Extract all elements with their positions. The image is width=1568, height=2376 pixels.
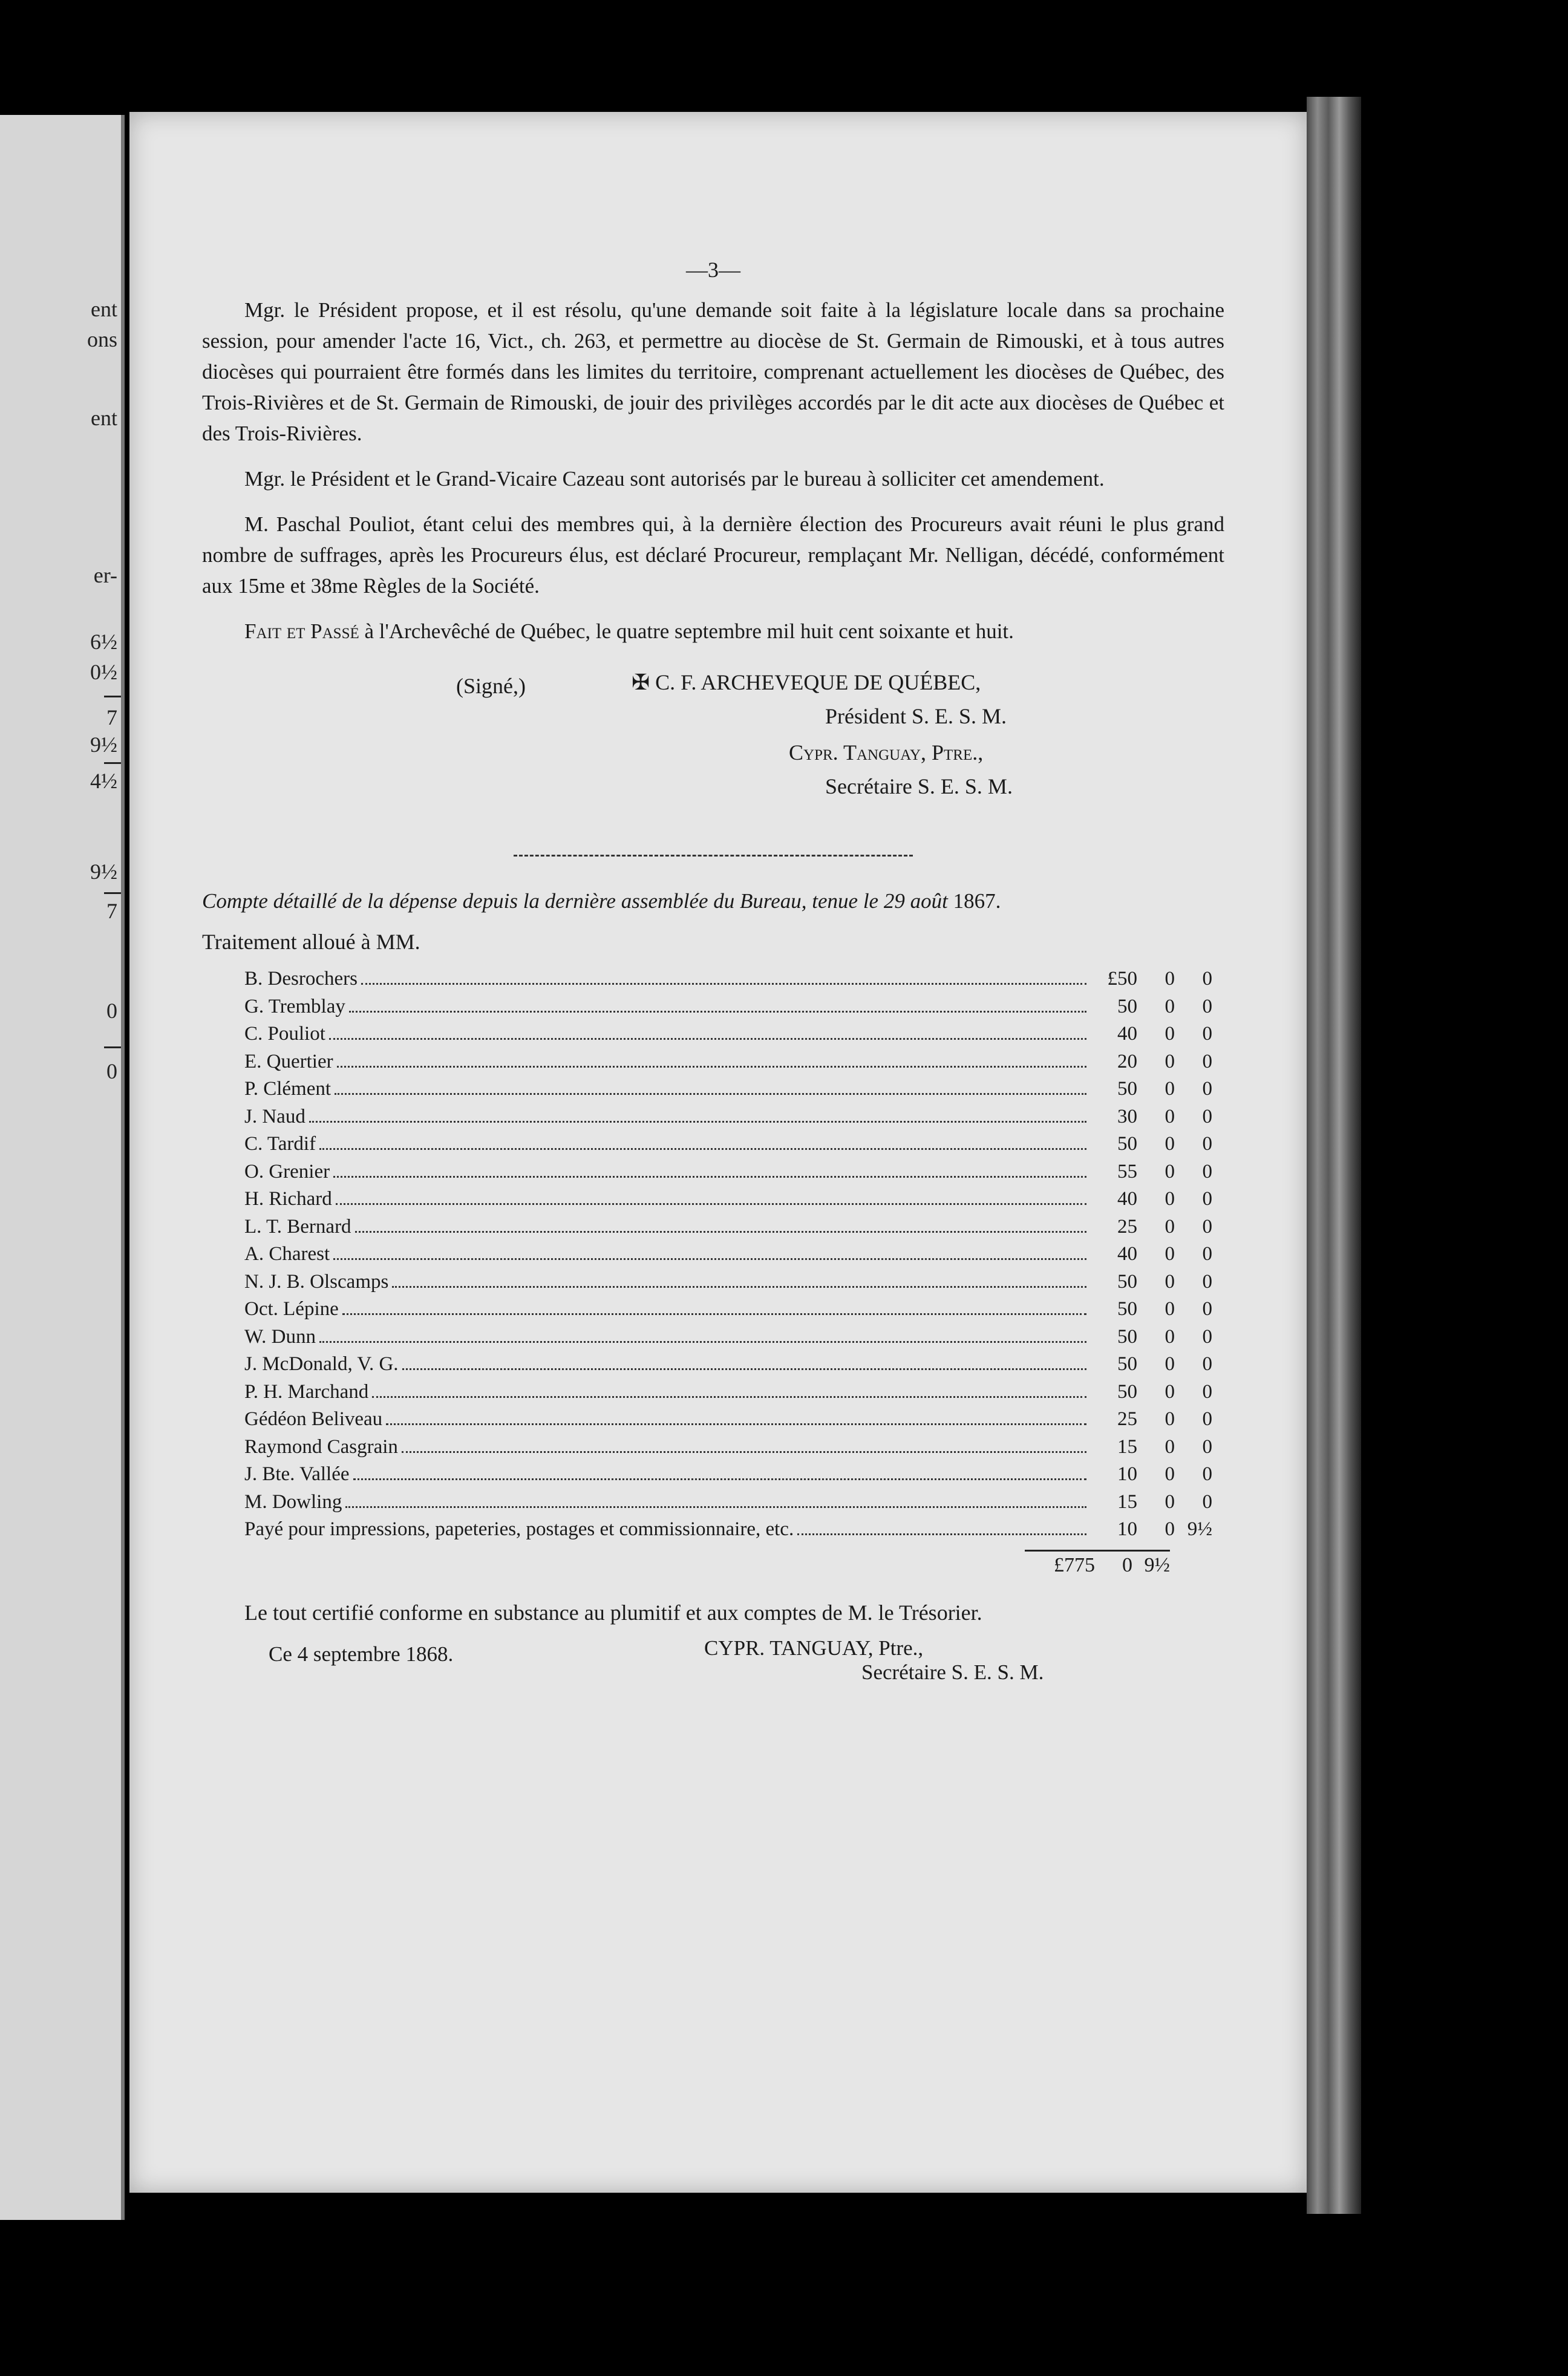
footer-date: Ce 4 septembre 1868. xyxy=(269,1642,454,1666)
ledger-shillings: 0 xyxy=(1165,1105,1175,1128)
ledger-name: Payé pour impressions, papeteries, postages et commissionnaire, etc. xyxy=(244,1518,794,1540)
ledger-name: Raymond Casgrain xyxy=(244,1435,398,1458)
ledger-row xyxy=(244,1326,1212,1354)
ledger-row xyxy=(244,996,1212,1023)
paragraph-procureur: M. Paschal Pouliot, étant celui des membres qui, à la dernière élection des Procureurs avait réuni le plus grand nombre de suffrages, après les Procureurs élus, est déclaré Procureur, remplaçant Mr. Nelligan, décédé, conformément aux 15me et 38me Règles de la Société. xyxy=(202,512,1224,598)
archbishop-signature: ✠ C. F. ARCHEVEQUE DE QUÉBEC, xyxy=(632,670,981,694)
ledger-amount: 25 xyxy=(1117,1408,1137,1430)
ledger-row xyxy=(244,1298,1212,1326)
ledger-shillings: 0 xyxy=(1165,1380,1175,1403)
left-fragment: 7 xyxy=(106,899,117,923)
dot-leader xyxy=(342,1313,1086,1315)
dot-leader xyxy=(319,1341,1086,1343)
dot-leader xyxy=(392,1286,1086,1288)
dot-leader xyxy=(336,1203,1086,1205)
dot-leader xyxy=(402,1451,1086,1453)
ledger-shillings: 0 xyxy=(1165,1215,1175,1238)
decorative-divider xyxy=(514,855,913,857)
ledger-shillings: 0 xyxy=(1165,1325,1175,1348)
dot-leader xyxy=(353,1478,1086,1480)
document-page xyxy=(129,112,1307,2193)
fait-passe: Fait et Passé xyxy=(244,619,359,643)
ledger-shillings: 0 xyxy=(1165,1160,1175,1183)
dot-leader xyxy=(345,1506,1086,1508)
ledger-amount: 25 xyxy=(1117,1215,1137,1238)
left-rule xyxy=(104,1046,121,1048)
ledger-amount: 10 xyxy=(1117,1518,1137,1540)
closing-rest: à l'Archevêché de Québec, le quatre septembre mil huit cent soixante et huit. xyxy=(359,619,1014,643)
ledger-pence: 0 xyxy=(1202,1133,1212,1155)
left-fragment: 4½ xyxy=(90,769,117,793)
ledger-pence: 0 xyxy=(1202,1050,1212,1072)
signe-label: (Signé,) xyxy=(456,674,526,698)
ledger-name: W. Dunn xyxy=(244,1325,316,1348)
dot-leader xyxy=(333,1258,1086,1260)
ledger-shillings: 0 xyxy=(1165,1518,1175,1540)
ledger-pence: 0 xyxy=(1202,1243,1212,1265)
signature-block xyxy=(202,661,1224,812)
ledger-amount: 50 xyxy=(1117,1325,1137,1348)
account-year: 1867. xyxy=(953,889,1001,913)
ledger-pence: 0 xyxy=(1202,1435,1212,1458)
ledger-pence: 0 xyxy=(1202,1325,1212,1348)
ledger-pence: 0 xyxy=(1202,1270,1212,1293)
ledger-name: Oct. Lépine xyxy=(244,1298,339,1320)
ledger-pence: 0 xyxy=(1202,1408,1212,1430)
ledger-name: H. Richard xyxy=(244,1188,332,1210)
footer-secretary-name: CYPR. TANGUAY, Ptre., xyxy=(704,1636,924,1660)
ledger-name: P. Clément xyxy=(244,1078,332,1100)
ledger-table xyxy=(244,968,1212,1546)
ledger-amount: 15 xyxy=(1117,1435,1137,1458)
ledger-amount: 30 xyxy=(1117,1105,1137,1128)
ledger-row xyxy=(244,1518,1212,1546)
ledger-pence: 0 xyxy=(1202,995,1212,1017)
dot-leader xyxy=(402,1368,1086,1370)
ledger-amount: 50 xyxy=(1117,1270,1137,1293)
ledger-shillings: 0 xyxy=(1165,1408,1175,1430)
left-fragment: ent xyxy=(91,297,117,321)
ledger-name: C. Pouliot xyxy=(244,1023,325,1045)
ledger-amount: 55 xyxy=(1117,1160,1137,1183)
ledger-name: J. McDonald, V. G. xyxy=(244,1353,399,1375)
ledger-row xyxy=(244,1408,1212,1436)
ledger-amount: 50 xyxy=(1117,1353,1137,1375)
dot-leader xyxy=(349,1011,1086,1013)
certification-statement: Le tout certifié conforme en substance au plumitif et aux comptes de M. le Trésorier. xyxy=(244,1600,982,1625)
left-fragment: 0 xyxy=(106,999,117,1023)
ledger-amount: 50 xyxy=(1117,1078,1137,1100)
ledger-row xyxy=(244,1243,1212,1271)
ledger-pence: 0 xyxy=(1202,1023,1212,1045)
ledger-amount: 40 xyxy=(1117,1023,1137,1045)
ledger-pence: 9½ xyxy=(1187,1518,1212,1540)
ledger-name: Gédéon Beliveau xyxy=(244,1408,383,1430)
ledger-amount: 40 xyxy=(1117,1243,1137,1265)
ledger-row xyxy=(244,1463,1212,1491)
dot-leader xyxy=(329,1038,1086,1040)
ledger-name: A. Charest xyxy=(244,1243,330,1265)
left-fragment: 7 xyxy=(106,705,117,729)
ledger-row xyxy=(244,1023,1212,1051)
dot-leader xyxy=(335,1093,1086,1095)
left-fragment: 0½ xyxy=(90,660,117,684)
ledger-total xyxy=(1025,1550,1170,1577)
ledger-name: J. Bte. Vallée xyxy=(244,1463,350,1485)
dot-leader xyxy=(355,1231,1086,1233)
secretary-name: Cypr. Tanguay, Ptre., xyxy=(789,740,984,765)
paragraph-closing xyxy=(202,616,1224,647)
ledger-row xyxy=(244,1353,1212,1381)
ledger-shillings: 0 xyxy=(1165,1490,1175,1513)
left-fragment: ons xyxy=(87,327,117,351)
dot-leader xyxy=(797,1533,1086,1535)
ledger-row xyxy=(244,968,1212,996)
ledger-shillings: 0 xyxy=(1165,1353,1175,1375)
left-fragment: er- xyxy=(93,563,117,587)
ledger-pence: 0 xyxy=(1202,1215,1212,1238)
total-pence: 9½ xyxy=(1144,1553,1170,1576)
page-edges xyxy=(1307,97,1361,2214)
page-content xyxy=(202,257,1224,1704)
ledger-name: O. Grenier xyxy=(244,1160,330,1183)
ledger-pence: 0 xyxy=(1202,1298,1212,1320)
ledger-pence: 0 xyxy=(1202,1078,1212,1100)
ledger-pence: 0 xyxy=(1202,1353,1212,1375)
secretary-title: Secrétaire S. E. S. M. xyxy=(825,774,1013,798)
ledger-shillings: 0 xyxy=(1165,1050,1175,1072)
ledger-amount: 50 xyxy=(1117,1380,1137,1403)
total-shillings: 0 xyxy=(1122,1553,1132,1576)
ledger-amount: 50 xyxy=(1117,1298,1137,1320)
ledger-amount: 10 xyxy=(1117,1463,1137,1485)
ledger-pence: 0 xyxy=(1202,1490,1212,1513)
ledger-shillings: 0 xyxy=(1165,1298,1175,1320)
ledger-row xyxy=(244,1436,1212,1464)
ledger-name: G. Tremblay xyxy=(244,995,345,1017)
ledger-row xyxy=(244,1491,1212,1519)
left-rule xyxy=(104,696,121,697)
ledger-shillings: 0 xyxy=(1165,1133,1175,1155)
ledger-amount: 40 xyxy=(1117,1188,1137,1210)
ledger-row xyxy=(244,1188,1212,1216)
ledger-shillings: 0 xyxy=(1165,1243,1175,1265)
ledger-row xyxy=(244,1133,1212,1161)
ledger-name: C. Tardif xyxy=(244,1133,316,1155)
left-page-edge xyxy=(0,115,125,2220)
ledger-amount: 50 xyxy=(1117,1133,1137,1155)
ledger-shillings: 0 xyxy=(1165,1188,1175,1210)
ledger-name: L. T. Bernard xyxy=(244,1215,351,1238)
account-caption xyxy=(202,889,1224,913)
ledger-pence: 0 xyxy=(1202,1188,1212,1210)
ledger-shillings: 0 xyxy=(1165,1023,1175,1045)
president-title: Président S. E. S. M. xyxy=(825,704,1007,728)
ledger-name: E. Quertier xyxy=(244,1050,333,1072)
ledger-row xyxy=(244,1051,1212,1079)
ledger-row xyxy=(244,1381,1212,1409)
left-fragment: 0 xyxy=(106,1059,117,1083)
ledger-name: N. J. B. Olscamps xyxy=(244,1270,389,1293)
left-rule xyxy=(104,892,121,894)
dot-leader xyxy=(309,1121,1086,1123)
ledger-row xyxy=(244,1216,1212,1244)
paragraph-resolution: Mgr. le Président propose, et il est résolu, qu'une demande soit faite à la législature locale dans sa prochaine session, pour amender l'acte 16, Vict., ch. 263, et permettre au diocèse de St. Germain de Rimouski, et à tous autres diocèses qui pourraient être formés dans les limites du territoire, comprenant actuellement les diocèses de Québec, des Trois-Rivières et de St. Germain de Rimouski, de jouir des privilèges accordés par le dit acte aux diocèses de Québec et des Trois-Rivières. xyxy=(202,298,1224,445)
ledger-shillings: 0 xyxy=(1165,1078,1175,1100)
dot-leader xyxy=(319,1148,1086,1150)
left-fragment: 6½ xyxy=(90,630,117,654)
left-fragment: 9½ xyxy=(90,733,117,757)
left-fragment: 9½ xyxy=(90,860,117,884)
ledger-name: P. H. Marchand xyxy=(244,1380,369,1403)
ledger-amount: £50 xyxy=(1107,968,1137,990)
total-amount: £775 xyxy=(1054,1553,1095,1576)
account-caption-text: Compte détaillé de la dépense depuis la dernière assemblée du Bureau, tenue le 29 août xyxy=(202,889,948,913)
paragraph-authorization: Mgr. le Président et le Grand-Vicaire Cazeau sont autorisés par le bureau à solliciter cet amendement. xyxy=(244,467,1105,491)
ledger-amount: 50 xyxy=(1117,995,1137,1017)
ledger-pence: 0 xyxy=(1202,968,1212,990)
ledger-amount: 15 xyxy=(1117,1490,1137,1513)
ledger-name: M. Dowling xyxy=(244,1490,342,1513)
ledger-shillings: 0 xyxy=(1165,1270,1175,1293)
ledger-shillings: 0 xyxy=(1165,1435,1175,1458)
ledger-pence: 0 xyxy=(1202,1160,1212,1183)
left-rule xyxy=(104,762,121,764)
ledger-row xyxy=(244,1078,1212,1106)
traitement-heading: Traitement alloué à MM. xyxy=(202,930,420,954)
ledger-name: J. Naud xyxy=(244,1105,305,1128)
ledger-row xyxy=(244,1161,1212,1189)
ledger-row xyxy=(244,1106,1212,1134)
dot-leader xyxy=(386,1423,1086,1425)
left-fragment: ent xyxy=(91,406,117,430)
dot-leader xyxy=(372,1396,1086,1398)
dot-leader xyxy=(361,983,1086,985)
ledger-name: B. Desrochers xyxy=(244,968,358,990)
ledger-pence: 0 xyxy=(1202,1105,1212,1128)
footer-secretary-title: Secrétaire S. E. S. M. xyxy=(861,1660,1044,1684)
ledger-pence: 0 xyxy=(1202,1463,1212,1485)
ledger-pence: 0 xyxy=(1202,1380,1212,1403)
ledger-shillings: 0 xyxy=(1165,995,1175,1017)
dot-leader xyxy=(337,1066,1086,1068)
footer-block xyxy=(202,1631,1224,1704)
ledger-row xyxy=(244,1271,1212,1299)
ledger-amount: 20 xyxy=(1117,1050,1137,1072)
ledger-shillings: 0 xyxy=(1165,968,1175,990)
ledger-shillings: 0 xyxy=(1165,1463,1175,1485)
page-number: —3— xyxy=(686,258,740,282)
dot-leader xyxy=(333,1176,1086,1178)
